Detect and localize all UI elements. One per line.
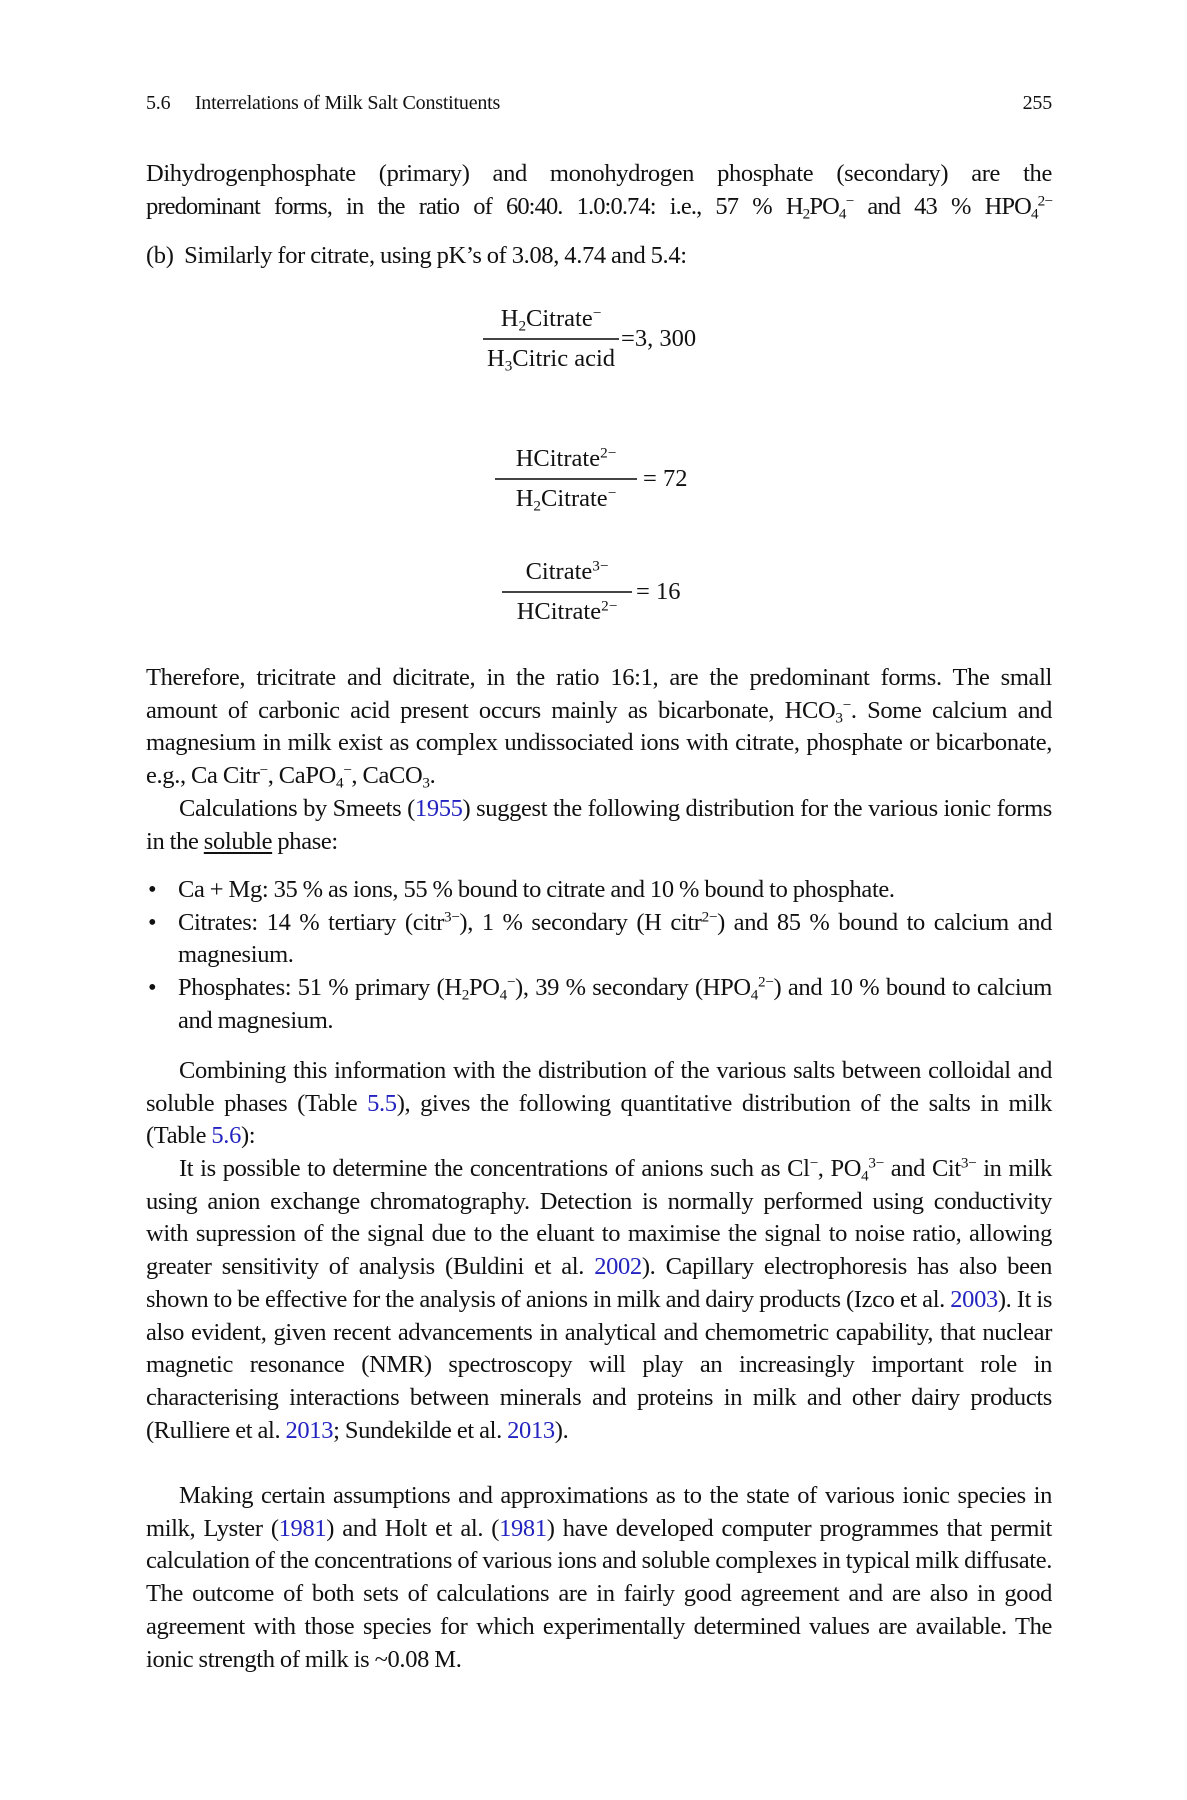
page-number: 255 <box>1022 92 1052 114</box>
item-text: Similarly for citrate, using pK’s of 3.08, 4.74 and 5.4: <box>184 242 687 269</box>
denominator: HCitrate$^{2-}$ <box>516 597 618 625</box>
text-line: predominant forms, in the ratio of 60:40. 1.0:0.74: i.e., 57 % $H_2PO_4^-$ and 43 % $HPO_4^{2-}$ <box>146 192 1052 223</box>
item-label: (b) <box>146 242 174 269</box>
section-number: 5.6 <box>146 92 171 114</box>
equation-result: = 72 <box>643 464 688 492</box>
numerator: $H_2Citrate^-$ <box>500 304 602 335</box>
numerator: HCitrate$^{2-}$ <box>515 444 617 472</box>
list-item-b <box>146 240 1052 273</box>
numerator: Citrate$^{3-}$ <box>525 557 609 585</box>
equation-3 <box>502 553 680 631</box>
citation-link[interactable]: 2013 <box>507 1416 555 1444</box>
bullet-icon: • <box>148 876 157 903</box>
denominator: $H_3Citric$ acid <box>487 344 616 375</box>
equation-result: =3, 300 <box>621 324 697 352</box>
equation-1 <box>483 300 696 378</box>
table-link[interactable]: 5.6 <box>211 1122 241 1150</box>
fraction <box>502 553 632 631</box>
bullet-icon: • <box>148 908 157 936</box>
equation-2 <box>495 440 687 518</box>
underlined-term: soluble <box>203 827 273 855</box>
text-line: Dihydrogenphosphate (primary) and monohydrogen phosphate (secondary) are the <box>146 160 1052 187</box>
paragraph-lyster-holt: Making certain assumptions and approximations as to the state of various ionic species in milk, Lyster (1981) and Holt et al. (1981) have developed computer programmes that permit calculation of the concentrations of various ions and soluble complexes in typical milk diffusate. The outcome of both sets of calculations are in fairly good agreement and are also in good agreement with those species for which experimentally determined values are available. The ionic strength of milk is ~0.08 M. <box>146 1482 1053 1673</box>
fraction <box>483 300 619 378</box>
paragraph-combining: Combining this information with the distribution of the various salts between colloidal and soluble phases (Table 5.5), gives the following quantitative distribution of the salts in milk (Table 5.6): <box>146 1057 1052 1150</box>
fraction <box>495 440 637 518</box>
bullet-item: • Phosphates: 51 % primary $(H_2PO_4^-)$, 39 % secondary $(HPO_4^{2-})$ and 10 % bound to calcium and magnesium. <box>148 973 1052 1034</box>
paragraph-phosphate-forms <box>146 158 1052 223</box>
citation-link[interactable]: 2013 <box>285 1416 334 1444</box>
paragraph-anions: It is possible to determine the concentrations of anions such as Cl−, $PO_4^{3-}$ and Cit$^{3-}$ in milk using anion exchange chromatography. Detection is normally performed using conductivity with supression of the signal due to the eluant to maximise the signal to noise ratio, allowing greater sensitivity of analysis (Buldini et al. 2002). Capillary electrophoresis has also been shown to be effective for the analysis of anions in milk and dairy products (Izco et al. 2003). It is also evident, given recent advancements in analytical and chemometric capability, that nuclear magnetic resonance (NMR) spectroscopy will play an increasingly important role in characterising interactions between minerals and proteins in milk and other dairy products (Rulliere et al. 2013; Sundekilde et al. 2013). <box>146 1154 1053 1444</box>
citation-link[interactable]: 2002 <box>594 1253 642 1281</box>
citation-link[interactable]: 1955 <box>414 795 463 822</box>
citation-link[interactable]: 1981 <box>278 1514 327 1542</box>
citation-link[interactable]: 1981 <box>499 1514 547 1542</box>
bullet-list <box>146 874 1052 1038</box>
bullet-icon: • <box>148 974 157 1002</box>
denominator: $H_2Citrate^-$ <box>515 484 617 515</box>
section-title: Interrelations of Milk Salt Constituents <box>194 92 501 114</box>
equation-result: = 16 <box>636 577 681 605</box>
section-heading <box>146 92 500 115</box>
citation-link[interactable]: 2003 <box>950 1285 998 1313</box>
paragraph-tricitrate: Therefore, tricitrate and dicitrate, in the ratio 16:1, are the predominant forms. The small amount of carbonic acid present occurs mainly as bicarbonate, $HCO_3^-$. Some calcium and magnesium in milk exist as complex undissociated ions with citrate, phosphate or bicarbonate, e.g., Ca Citr−, CaPO$_4$−, CaCO$_3$. <box>146 664 1052 792</box>
table-link[interactable]: 5.5 <box>367 1089 397 1117</box>
paragraph-smeets: Calculations by Smeets (1955) suggest the following distribution for the various ionic forms in the soluble phase: <box>146 795 1052 855</box>
running-head <box>146 92 1052 115</box>
bullet-item: • Citrates: 14 % tertiary (citr$^{3-}$), 1 % secondary (H citr$^{2-}$) and 85 % bound to calcium and magnesium. <box>148 908 1053 969</box>
bullet-item: • Ca + Mg: 35 % as ions, 55 % bound to citrate and 10 % bound to phosphate. <box>146 874 1052 907</box>
